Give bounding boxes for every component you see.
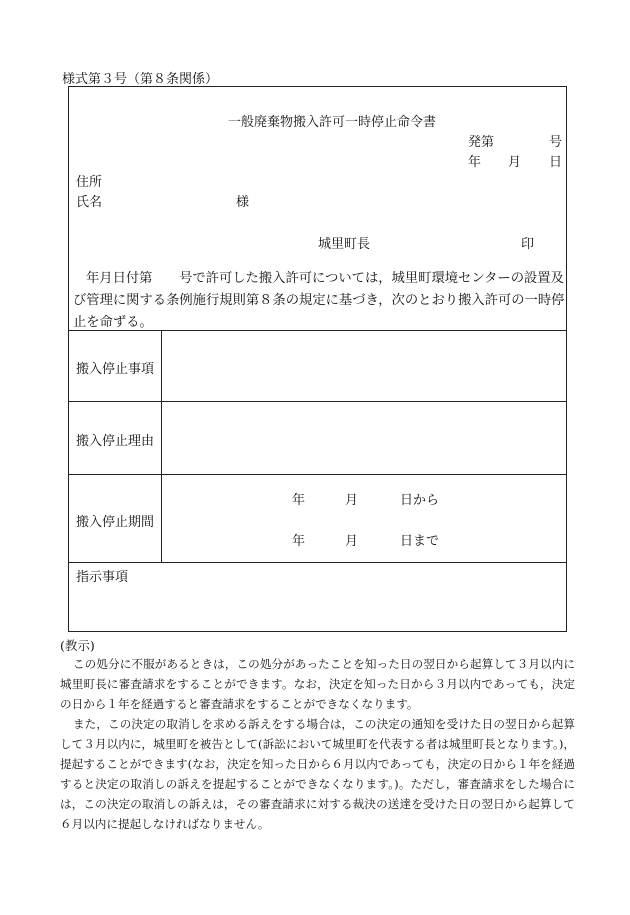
row-divider <box>68 330 567 331</box>
honorific: 様 <box>236 195 250 210</box>
date-day: 日 <box>549 155 563 170</box>
column-divider <box>161 330 162 562</box>
address-label: 住所 <box>76 175 103 190</box>
document-title: 一般廃棄物搬入許可一時停止命令書 <box>228 115 437 130</box>
notice-paragraph-2: また，この決定の取消しを求める訴えをする場合は，この決定の通知を受けた日の翌日から起算して３月以内に，城里町を被告として(訴訟において城里町を代表する者は城里町長となります。)，提起することができます(なお，決定を知った日から６月以内であっても，決定の日から１年を経過すると決定の取消しの訴えを提起することができなくなります。)。ただし，審査請求をした場合には，この決定の取消しの訴えは，その審査請求に対する裁決の送達を受けた日の翌日から起算して６月以内に提起しなければなりません。 <box>60 717 575 831</box>
issuer-name: 城里町長 <box>318 237 371 252</box>
notice-paragraph-1: この処分に不服があるときは，この処分があったことを知った日の翌日から起算して３月以内に城里町長に審査請求をすることができます。なお，決定を知った日から３月以内であっても，決定の日から１年を経過すると審査請求をすることができなくなります。 <box>60 657 575 711</box>
date-month: 月 <box>508 155 522 170</box>
row-divider <box>68 562 567 563</box>
stop-period-label: 搬入停止期間 <box>76 515 155 530</box>
row-divider <box>68 474 567 475</box>
date-year: 年 <box>468 155 482 170</box>
seal-mark: 印 <box>521 237 535 252</box>
period-from-day: 日から <box>400 493 440 508</box>
period-from-month: 月 <box>345 493 359 508</box>
form-header: 様式第３号（第８条関係） <box>62 72 219 87</box>
period-to-month: 月 <box>345 534 359 549</box>
period-to-day: 日まで <box>400 534 440 549</box>
period-to-year: 年 <box>292 534 306 549</box>
stop-matter-label: 搬入停止事項 <box>76 362 155 377</box>
instructions-label: 指示事項 <box>76 570 129 585</box>
order-body-text: 年月日付第 号で許可した搬入許可については，城里町環境センターの設置及び管理に関する条例施行規則第８条の規定に基づき，次のとおり搬入許可の一時停止を命ずる。 <box>73 271 565 330</box>
notice-heading: (教示) <box>60 638 95 653</box>
row-divider <box>68 401 567 402</box>
issue-number-suffix: 号 <box>549 135 563 150</box>
period-from-year: 年 <box>292 493 306 508</box>
stop-reason-label: 搬入停止理由 <box>76 434 155 449</box>
name-label: 氏名 <box>76 195 103 210</box>
issue-number-prefix: 発第 <box>468 135 495 150</box>
